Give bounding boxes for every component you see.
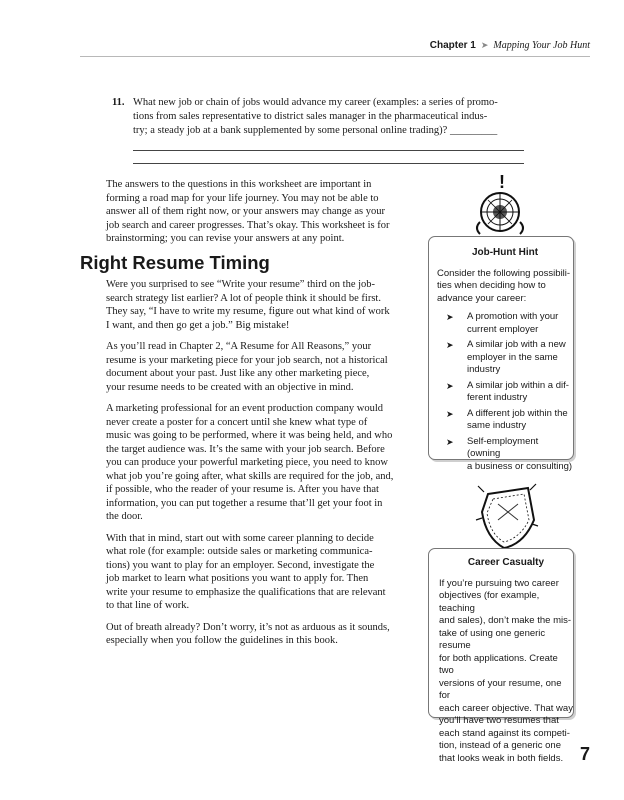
casualty-box-title: Career Casualty	[467, 557, 545, 568]
header-rule	[80, 56, 590, 57]
question-line: What new job or chain of jobs would advance my career (examples: a series of promo-	[133, 97, 498, 108]
career-casualty-box	[428, 548, 574, 764]
chapter-label: Chapter 1	[429, 40, 476, 51]
question-line: tions from sales representative to district sales manager in the pharmaceutical indus-	[133, 111, 488, 122]
paragraph	[106, 532, 418, 613]
text-line: The answers to the questions in this worksheet are important in	[106, 179, 372, 190]
text-line: what role (for example: outside sales or marketing communica-	[106, 546, 373, 557]
text-line: information, you can put together a resume that’ll get your foot in	[106, 497, 383, 509]
text-line: versions of your resume, one for	[439, 677, 562, 701]
question-text	[133, 96, 528, 138]
text-line: A marketing professional for an event production company would	[106, 403, 384, 414]
section-heading: Right Resume Timing	[80, 252, 270, 273]
hint-list	[437, 311, 573, 473]
text-line: that looks weak in both fields.	[439, 752, 564, 764]
paragraph	[106, 402, 418, 524]
text-line: forming a road map for your life journey. You may not be able to	[106, 192, 379, 204]
text-line: for both applications. Create two	[439, 652, 558, 676]
text-line: each career objective. That way	[439, 702, 573, 714]
hint-list-item: ➤ A promotion with your current employer	[446, 311, 559, 335]
text-line: tions) you want to play for an employer. Second, investigate the	[106, 559, 375, 571]
casualty-shield-icon	[474, 480, 542, 552]
answer-line	[133, 150, 524, 151]
running-header	[430, 40, 590, 51]
text-line: never create a poster for a concert until she knew what type of	[106, 416, 368, 428]
text-line: advance your career:	[437, 292, 527, 304]
text-line: if possible, who the reader of your resume is. After you have that	[106, 484, 379, 495]
text-line: document about your past. Just like any other marketing piece,	[106, 368, 370, 379]
text-line: search strategy list earlier? A lot of people think it should be first.	[106, 292, 381, 304]
text-line: especially when you follow the guidelines in this book.	[106, 635, 338, 646]
bullet-arrow-icon: ➤	[446, 436, 454, 447]
paragraph	[106, 278, 418, 332]
text-line: Out of breath already? Don’t worry, it’s not as arduous as it sounds,	[106, 621, 390, 633]
text-line: With that in mind, start out with some career planning to decide	[106, 532, 374, 544]
bullet-arrow-icon: ➤	[446, 312, 454, 322]
arrow-icon: ➤	[480, 40, 489, 50]
text-line: If you’re pursuing two career	[439, 577, 559, 589]
bullet-arrow-icon: ➤	[446, 408, 454, 419]
bullet-arrow-icon: ➤	[446, 380, 454, 391]
text-line: As you’ll read in Chapter 2, “A Resume for All Reasons,” your	[106, 341, 372, 352]
hint-list-item: ➤ A similar job within a dif- ferent industry	[446, 379, 569, 403]
text-line: each stand against its competi-	[439, 727, 570, 739]
chapter-title: Mapping Your Job Hunt	[493, 40, 590, 51]
text-line: your resume needs to be created with an objective in mind.	[106, 381, 354, 393]
text-line: brainstorming; you can revise your answers at any point.	[106, 233, 345, 244]
text-line: music was going to be performed, where it was being held, and who	[106, 430, 393, 441]
paragraph	[106, 340, 418, 394]
question-line: try; a steady job at a bank supplemented by some personal online trading)? _________	[133, 125, 498, 136]
text-line: the door.	[106, 511, 143, 522]
text-line: you’ll have two resumes that	[439, 715, 559, 726]
text-line: and sales), don’t make the mis-	[439, 615, 572, 626]
main-text	[106, 278, 418, 656]
text-line: you can produce your powerful marketing piece, you need to know	[106, 457, 388, 468]
hint-list-item: ➤ A different job within the same industry	[446, 407, 568, 431]
text-line: what job you’re going after, what skills are required for the job, and,	[106, 470, 394, 482]
text-line: write your resume to emphasize the qualifications that are relevant	[106, 586, 386, 598]
text-line: take of using one generic resume	[439, 627, 546, 651]
job-hunt-hint-box	[428, 236, 574, 472]
casualty-box-text	[439, 578, 573, 766]
hint-list-item: ➤ Self-employment (owning a business or consulting)	[446, 435, 573, 472]
text-line: I want, and then go get a job.” Big mistake!	[106, 319, 290, 331]
text-line: to that line of work.	[106, 600, 190, 611]
question-11	[112, 96, 528, 138]
hint-compass-icon	[470, 172, 530, 238]
text-line: They say, “I have to write my resume, figure out what kind of work	[106, 306, 390, 317]
text-line: objectives (for example, teaching	[439, 590, 540, 614]
page-number: 7	[579, 744, 590, 764]
hint-box-title: Job-Hunt Hint	[471, 247, 539, 258]
hint-list-item: ➤ A similar job with a new employer in the same industry	[446, 339, 566, 375]
answer-line	[133, 163, 524, 164]
bullet-arrow-icon: ➤	[446, 340, 454, 350]
exclamation-glyph: !	[499, 172, 505, 192]
text-line: answer all of them right now, or your answers may change as your	[106, 206, 385, 217]
hint-box-intro	[437, 268, 573, 306]
text-line: job search and career progresses. That’s okay. This worksheet is for	[106, 219, 390, 231]
text-line: Consider the following possibili-	[437, 267, 571, 279]
text-line: tion, instead of a generic one	[439, 740, 562, 751]
intro-paragraph	[106, 178, 406, 246]
paragraph	[106, 621, 418, 648]
question-number: 11.	[112, 97, 125, 108]
text-line: the target audience was. It’s the same with your job search. Before	[106, 443, 385, 455]
text-line: job market to learn what positions you want to apply for. Then	[106, 573, 369, 584]
text-line: Were you surprised to see “Write your resume” third on the job-	[106, 279, 376, 290]
text-line: ties when deciding how to	[437, 280, 546, 291]
text-line: resume is your marketing piece for your job search, not a historical	[106, 354, 388, 366]
